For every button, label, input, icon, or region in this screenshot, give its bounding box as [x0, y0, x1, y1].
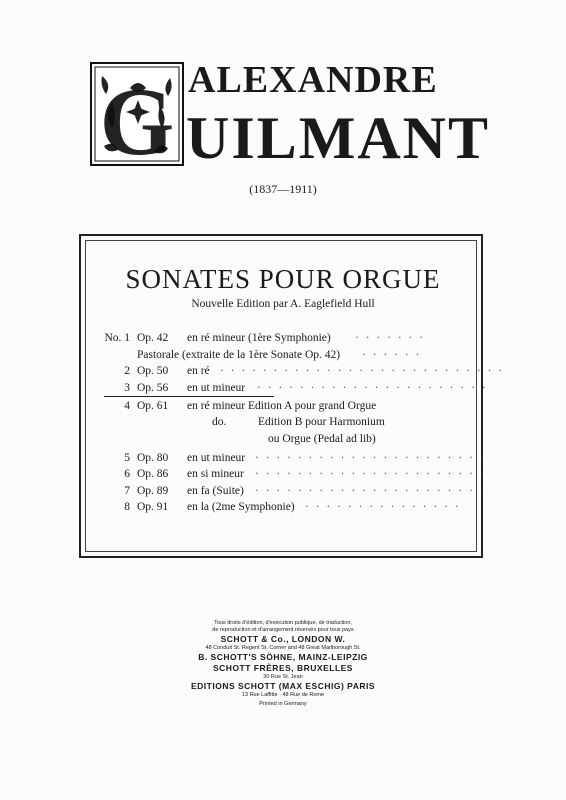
list-item: do. Edition B pour Harmonium	[212, 416, 385, 428]
composer-dates: (1837—1911)	[249, 182, 317, 196]
list-item: 5 Op. 80 en ut mineur · · · · · · · · · · · · · · · · · · · · · ·	[124, 452, 486, 464]
list-item: No. 1 Op. 42 en ré mineur (1ère Symphonie) · · · · · · ·	[104, 332, 426, 344]
list-item: 3 Op. 56 en ut mineur · · · · · · · · · · · · · · · · · · · · · ·	[124, 382, 488, 394]
publisher-address: 13 Rue Laffitte · 48 Rue de Rome	[241, 692, 325, 698]
list-item: 8 Op. 91 en la (2me Symphonie) · · · · · · · · · · · · · · ·	[124, 501, 461, 513]
publisher-paris: EDITIONS SCHOTT (MAX ESCHIG) PARIS	[190, 681, 376, 691]
list-item: 7 Op. 89 en fa (Suite) · · · · · · · · · · · · · · · · · · · · · ·	[124, 485, 486, 497]
rights-notice: Tous droits d'édition, d'exécution publique, de traduction,	[214, 620, 352, 626]
divider-rule	[104, 396, 274, 397]
initial-letter: G	[99, 68, 175, 166]
list-item: ou Orgue (Pedal ad lib)	[268, 433, 376, 445]
list-item: 4 Op. 61 en ré mineur Edition A pour grand Orgue	[124, 400, 377, 412]
composer-first-name: ALEXANDRE	[188, 59, 438, 101]
list-item: 2 Op. 50 en ré · · · · · · · · · · · · · · · · · · · · · · · · · · ·	[124, 365, 505, 377]
publisher-mainz: B. SCHOTT'S SÖHNE, MAINZ-LEIPZIG	[198, 652, 368, 662]
rights-notice: de reproduction et d'arrangement réservés pour tous pays	[212, 627, 354, 633]
publisher-brussels: SCHOTT FRÈRES, BRUXELLES	[213, 663, 353, 673]
list-item: 6 Op. 86 en si mineur · · · · · · · · · · · · · · · · · · · · · ·	[124, 468, 486, 480]
edition-subtitle: Nouvelle Edition par A. Eaglefield Hull	[191, 298, 375, 310]
publisher-address: 48 Conduit St. Regent St. Corner and 48 Great Marlborough St.	[205, 645, 361, 651]
list-item: Pastorale (extraite de la 1ère Sonate Op. 42) · · · · · ·	[137, 349, 422, 361]
publisher-london: SCHOTT & Co., LONDON W.	[220, 634, 346, 644]
composer-last-name: UILMANT	[186, 105, 491, 171]
decorative-initial-g	[90, 62, 184, 166]
printed-notice: Printed in Germany	[259, 701, 307, 707]
page-title: SONATES POUR ORGUE	[125, 264, 441, 294]
publisher-address: 30 Rue St. Jean	[263, 674, 303, 680]
